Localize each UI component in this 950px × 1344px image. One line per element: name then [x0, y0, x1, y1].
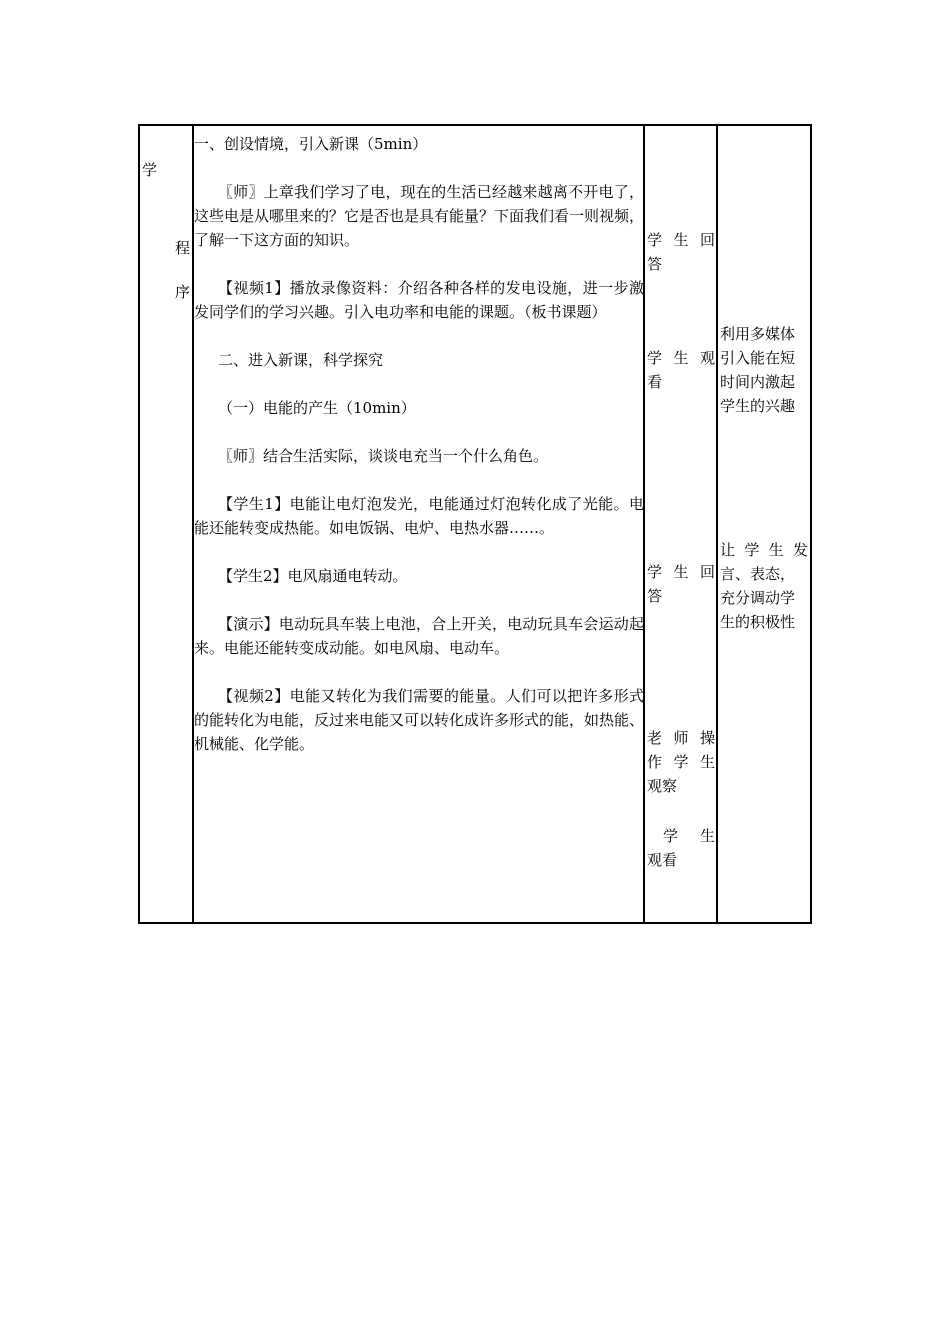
section-heading: 二、进入新课，科学探究 — [218, 351, 384, 369]
student-activity-item: 学 生 回 答 — [647, 563, 715, 605]
subsection-heading: （一）电能的产生（10min） — [218, 399, 416, 417]
student-paragraph: 【学生1】电能让电灯泡发光，电能通过灯泡转化成了光能。电能还能转变成热能。如电饭锅、电炉、电热水器……。 — [194, 495, 644, 537]
procedure-label-char: 程 — [175, 239, 191, 257]
procedure-label-char: 序 — [175, 283, 191, 301]
design-intent-item: 利用多媒体 引入能在短 时间内激起 学生的兴趣 — [720, 325, 796, 415]
teacher-paragraph: 〖师〗上章我们学习了电，现在的生活已经越来越离不开电了，这些电是从哪里来的？它是否也是具有能量？下面我们看一则视频，了解一下这方面的知识。 — [194, 183, 645, 249]
section-heading: 一、创设情境，引入新课（5min） — [194, 135, 428, 153]
student-activity-item: 学 生 观 看 — [647, 349, 715, 391]
procedure-label-cell — [141, 156, 191, 301]
student-activity-item: 老 师 操 作 学 生 观察 — [647, 729, 715, 795]
procedure-label-char: 学 — [142, 161, 158, 179]
design-intent-item: 让 学 生 发 言、表态， 充分调动学 生的积极性 — [720, 541, 808, 631]
student-activity-item: 学 生 回 答 — [647, 231, 715, 273]
student-activity-item: 学 生 观看 — [647, 827, 715, 869]
demo-paragraph: 【演示】电动玩具车装上电池，合上开关，电动玩具车会运动起来。电能还能转变成动能。如电风扇、电动车。 — [194, 615, 644, 657]
column-divider — [716, 126, 718, 922]
student-paragraph: 【学生2】电风扇通电转动。 — [218, 567, 408, 585]
lesson-content-cell — [194, 132, 644, 780]
teacher-paragraph: 〖师〗结合生活实际，谈谈电充当一个什么角色。 — [218, 447, 549, 465]
video-paragraph: 【视频2】电能又转化为我们需要的能量。人们可以把许多形式的能转化为电能，反过来电能又可以转化成许多形式的能，如热能、机械能、化学能。 — [194, 687, 645, 753]
video-paragraph: 【视频1】播放录像资料：介绍各种各样的发电设施，进一步激发同学们的学习兴趣。引入电功率和电能的课题。（板书课题） — [194, 279, 644, 321]
lesson-table — [138, 124, 812, 924]
